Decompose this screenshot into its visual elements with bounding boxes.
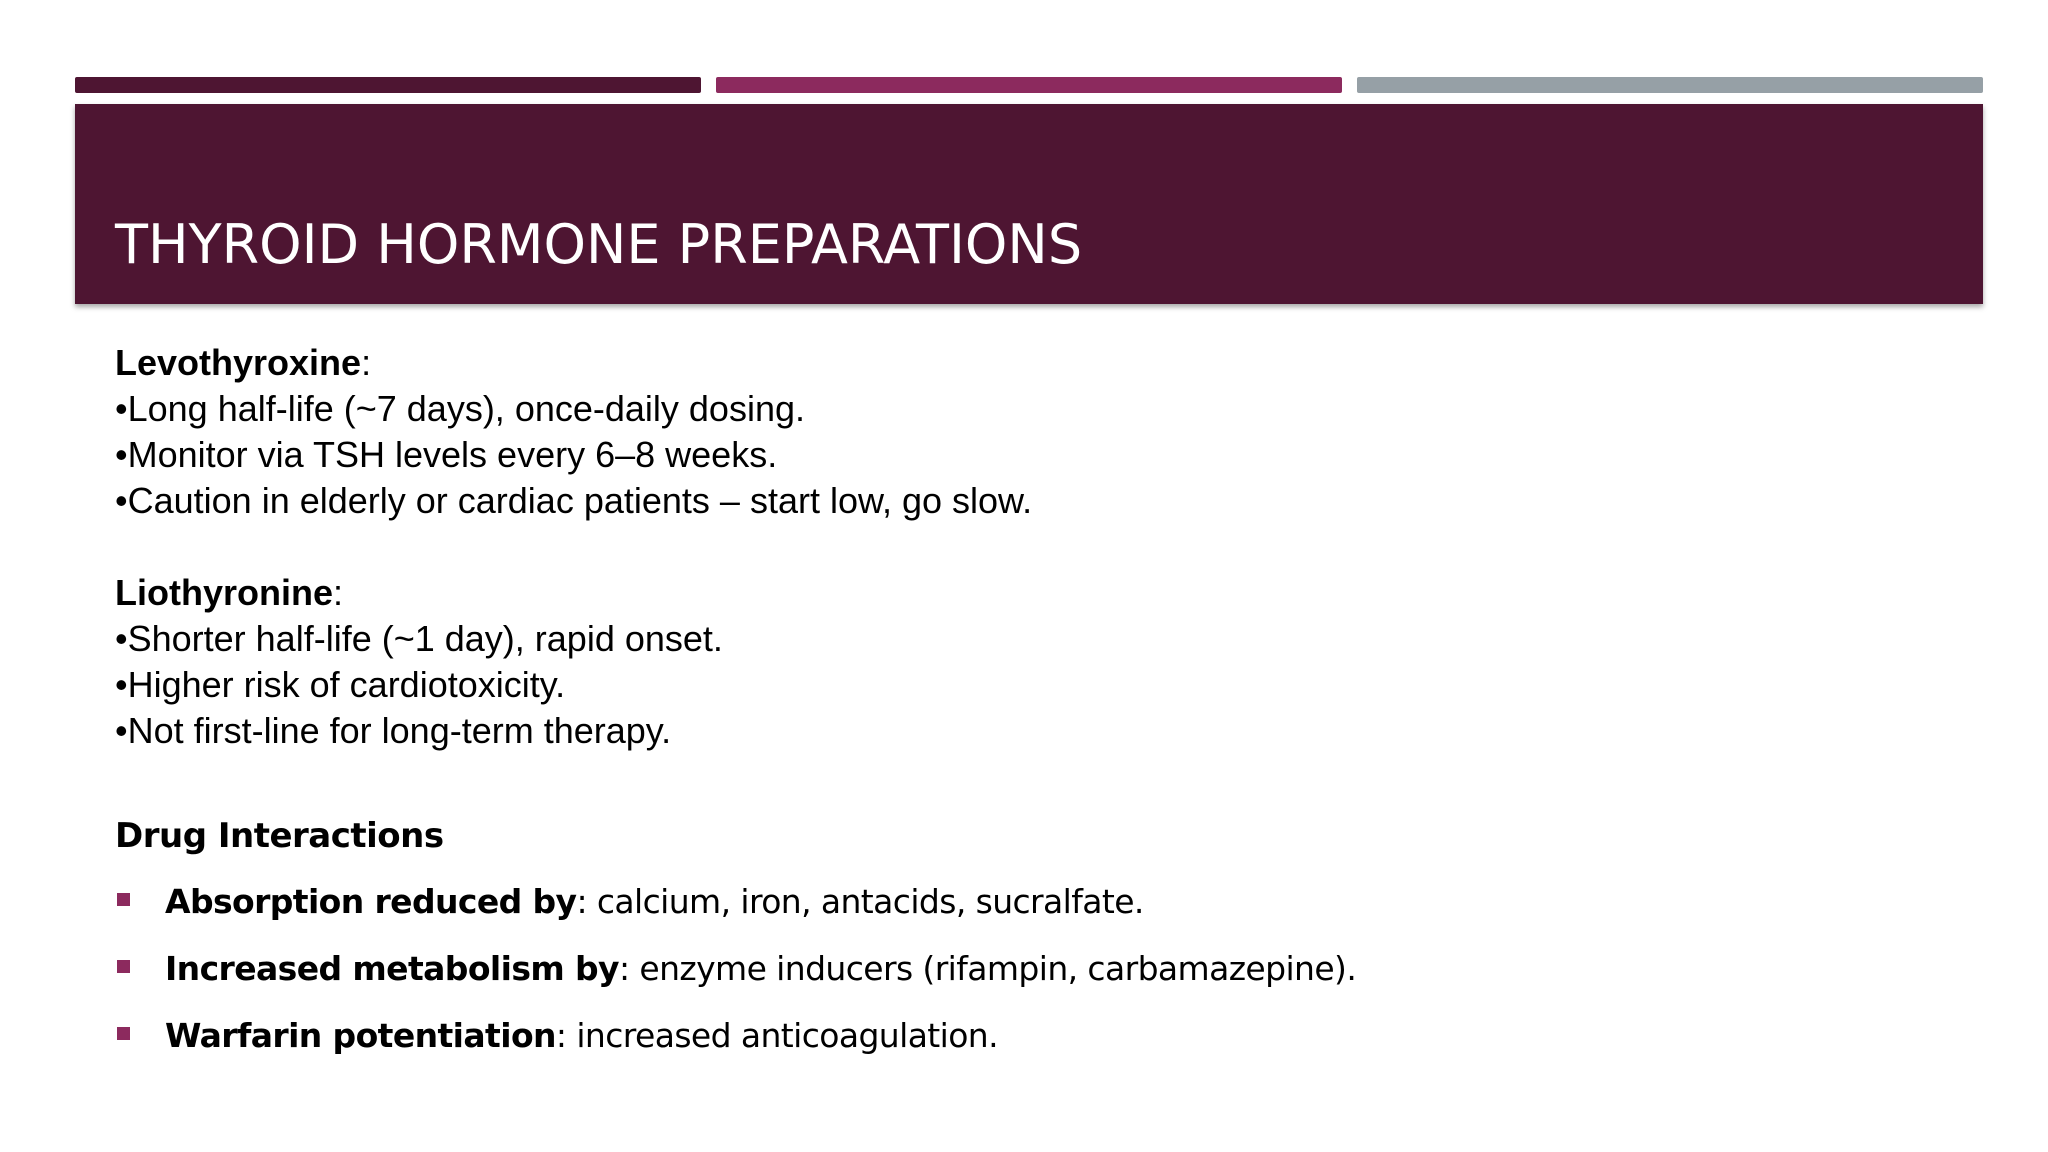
- levothyroxine-name: Levothyroxine: [115, 342, 362, 383]
- accent-bar-gray: [1357, 77, 1983, 93]
- levothyroxine-heading: [115, 340, 1915, 386]
- liothyronine-bullet-3: •Not first-line for long-term therapy.: [115, 710, 672, 751]
- liothyronine-heading: [115, 570, 1915, 616]
- slide-title: THYROID HORMONE PREPARATIONS: [115, 213, 1083, 276]
- liothyronine-section: [115, 570, 1915, 754]
- liothyronine-colon: :: [333, 572, 344, 613]
- interaction-text-3: : increased anticoagulation.: [555, 1016, 999, 1055]
- accent-bar-magenta: [716, 77, 1342, 93]
- levothyroxine-bullet-2: •Monitor via TSH levels every 6–8 weeks.: [115, 434, 778, 475]
- square-bullet-icon: [117, 960, 130, 973]
- drug-interactions-heading: Drug Interactions: [115, 816, 444, 856]
- levothyroxine-colon: :: [361, 342, 372, 383]
- interaction-text-1: : calcium, iron, antacids, sucralfate.: [576, 882, 1144, 921]
- interaction-item-2: [115, 947, 1915, 991]
- drug-interactions-section: [115, 814, 1915, 1058]
- interaction-label-3: Warfarin potentiation: [165, 1016, 556, 1055]
- square-bullet-icon: [117, 893, 130, 906]
- slide-body: [115, 340, 1915, 1081]
- levothyroxine-bullet-3: •Caution in elderly or cardiac patients – start low, go slow.: [115, 480, 1033, 521]
- square-bullet-icon: [117, 1027, 130, 1040]
- levothyroxine-bullet-1: •Long half-life (~7 days), once-daily dosing.: [115, 388, 805, 429]
- interaction-text-2: : enzyme inducers (rifampin, carbamazepine).: [618, 949, 1357, 988]
- liothyronine-name: Liothyronine: [115, 572, 333, 613]
- levothyroxine-section: [115, 340, 1915, 524]
- liothyronine-bullet-1: •Shorter half-life (~1 day), rapid onset.: [115, 618, 723, 659]
- interaction-label-1: Absorption reduced by: [165, 882, 577, 921]
- interaction-item-1: [115, 880, 1915, 924]
- liothyronine-bullet-2: •Higher risk of cardiotoxicity.: [115, 664, 566, 705]
- accent-bar-dark: [75, 77, 701, 93]
- interaction-label-2: Increased metabolism by: [165, 949, 619, 988]
- title-band: [75, 104, 1983, 304]
- interaction-item-3: [115, 1014, 1915, 1058]
